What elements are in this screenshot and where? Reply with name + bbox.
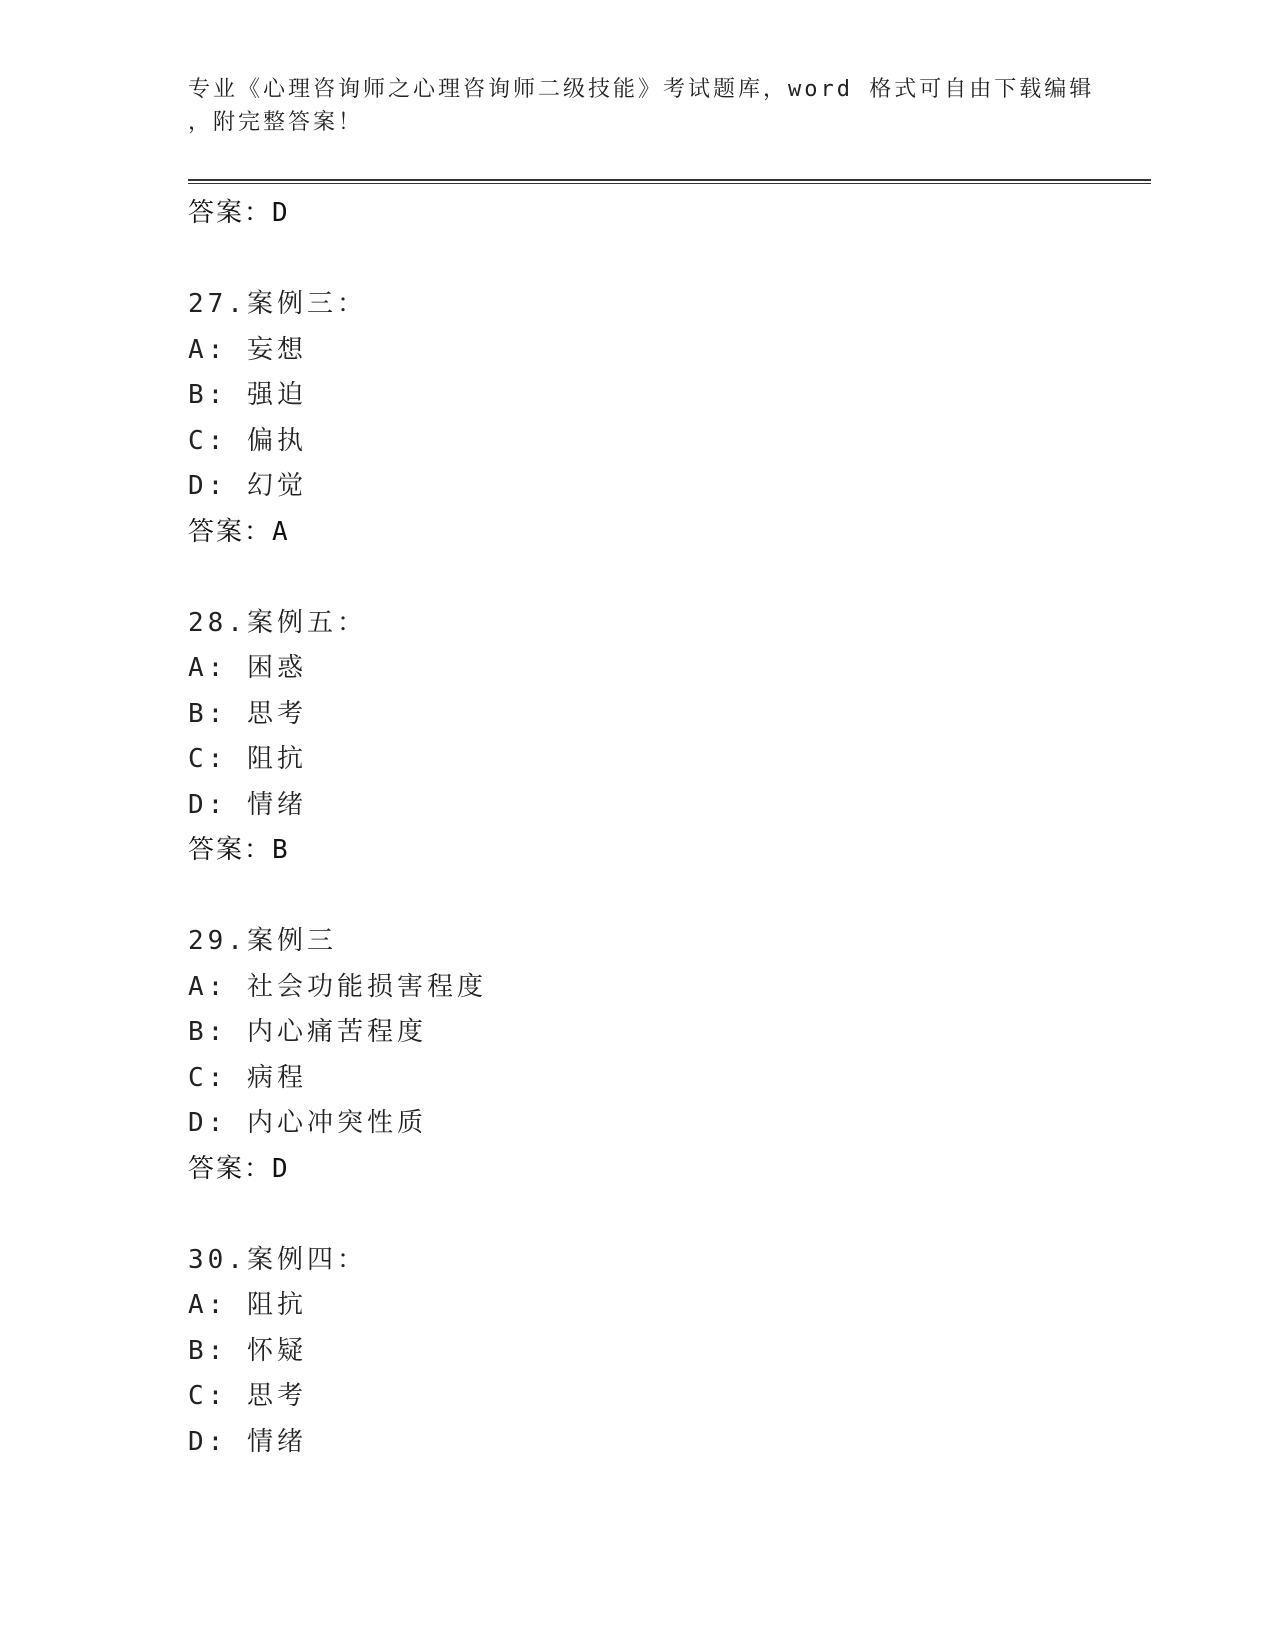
- option-b: B: 怀疑: [188, 1335, 307, 1366]
- question-title: 28.案例五：: [188, 607, 367, 638]
- option-c: C: 思考: [188, 1381, 307, 1411]
- answer-line: 答案：D: [188, 1153, 290, 1184]
- spacer: [188, 237, 1148, 283]
- option-a: A: 社会功能损害程度: [188, 971, 487, 1002]
- option-a: A: 阻抗: [188, 1290, 307, 1320]
- question-title: 29.案例三: [188, 926, 337, 956]
- spacer: [188, 1192, 1148, 1238]
- option-c: C: 病程: [188, 1062, 307, 1093]
- option-b: B: 内心痛苦程度: [188, 1017, 427, 1047]
- option-d: D: 幻觉: [188, 471, 307, 501]
- option-d: D: 内心冲突性质: [188, 1108, 427, 1138]
- header-divider: [188, 179, 1151, 184]
- answer-line: 答案：B: [188, 835, 290, 865]
- option-c: C: 阻抗: [188, 744, 307, 774]
- option-b: B: 思考: [188, 698, 307, 729]
- option-d: D: 情绪: [188, 789, 307, 820]
- option-b: B: 强迫: [188, 380, 307, 410]
- question-list: [188, 191, 1148, 1465]
- document-header: [188, 73, 1095, 139]
- option-a: A: 困惑: [188, 653, 307, 683]
- header-line-2: ，附完整答案！: [188, 110, 364, 135]
- question-title: 30.案例四：: [188, 1244, 367, 1275]
- header-line-1: 专业《心理咨询师之心理咨询师二级技能》考试题库，word 格式可自由下载编辑: [188, 77, 1095, 102]
- option-d: D: 情绪: [188, 1426, 307, 1457]
- spacer: [188, 874, 1148, 920]
- question-title: 27.案例三：: [188, 289, 367, 319]
- spacer: [188, 555, 1148, 601]
- option-a: A: 妄想: [188, 334, 307, 365]
- answer-line: 答案：D: [188, 198, 290, 228]
- option-c: C: 偏执: [188, 425, 307, 456]
- answer-line: 答案：A: [188, 516, 290, 547]
